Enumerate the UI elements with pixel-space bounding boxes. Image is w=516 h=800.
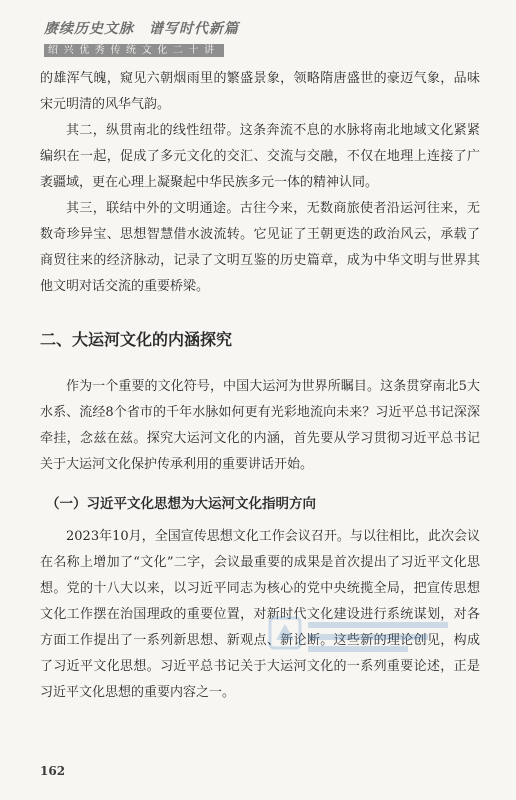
paragraph: 的雄浑气魄，窥见六朝烟雨里的繁盛景象，领略隋唐盛世的豪迈气象，品味宋元明清的风华气韵。 — [40, 71, 480, 112]
header-title: 赓续历史文脉 谱写时代新篇 — [44, 21, 239, 37]
sub-heading: （一）习近平文化思想为大运河文化指明方向 — [46, 496, 316, 512]
paragraph: 其三，联结中外的文明通途。古往今来，无数商旅使者沿运河往来，无数奇珍异宝、思想智慧借水波流转。它见证了王朝更迭的政治风云，承载了商贸往来的经济脉动，记录了文明互鉴的历史篇章，成为中华文明与世界其他文明对话交流的重要桥梁。 — [40, 201, 480, 294]
page-number: 162 — [40, 764, 66, 778]
paragraph: 2023年10月，全国宣传思想文化工作会议召开。与以往相比，此次会议在名称上增加了“文化”二字，会议最重要的成果是首次提出了习近平文化思想。党的十八大以来，以习近平同志为核心的党中央统揽全局，把宣传思想文化工作摆在治国理政的重要位置，对新时代文化建设进行系统谋划，对各方面工作提出了一系列新思想、新观点、新论断。这些新的理论创见，构成了习近平文化思想。习近平总书记关于大运河文化的一系列重要论述，正是习近平文化思想的重要内容之一。 — [40, 529, 480, 700]
paragraph: 其二，纵贯南北的线性纽带。这条奔流不息的水脉将南北地域文化紧紧编织在一起，促成了多元文化的交汇、交流与交融，不仅在地理上连接了广袤疆域，更在心理上凝聚起中华民族多元一体的精神认同。 — [40, 123, 480, 190]
section-heading: 二、大运河文化的内涵探究 — [40, 330, 233, 349]
running-header — [44, 20, 239, 57]
page-content — [40, 66, 480, 706]
header-banner: 绍兴优秀传统文化二十讲 — [44, 44, 224, 57]
paragraph: 作为一个重要的文化符号，中国大运河为世界所瞩目。这条贯穿南北5大水系、流经8个省市的千年水脉如何更有光彩地流向未来？习近平总书记深深牵挂，念兹在兹。探究大运河文化的内涵，首先要从学习贯彻习近平总书记关于大运河文化保护传承利用的重要讲话开始。 — [40, 379, 480, 472]
